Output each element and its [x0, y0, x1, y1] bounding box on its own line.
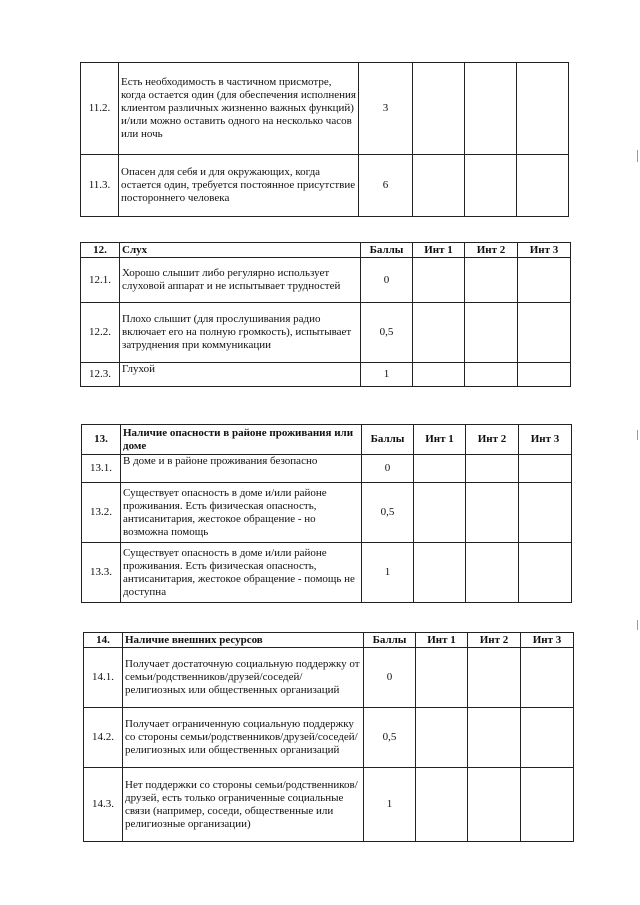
section-11-table	[80, 62, 569, 217]
row-points: 0	[364, 648, 416, 708]
table-header-row	[82, 425, 572, 455]
row-points: 0,5	[361, 303, 413, 363]
row-number: 13.1.	[82, 455, 121, 483]
scan-artifact	[637, 620, 638, 630]
row-number: 14.2.	[84, 708, 123, 768]
row-number: 14.1.	[84, 648, 123, 708]
int1-header: Инт 1	[416, 633, 468, 648]
int3-cell[interactable]	[517, 63, 569, 155]
row-points: 1	[364, 768, 416, 842]
row-description: Плохо слышит (для прослушивания радио включает его на полную громкость), испытывает затруднения при коммуникации	[120, 303, 361, 363]
int1-cell[interactable]	[413, 258, 465, 303]
int3-cell[interactable]	[518, 258, 571, 303]
row-number: 11.3.	[81, 155, 119, 217]
row-description: Существует опасность в доме и/или районе проживания. Есть физическая опасность, антисанитария, жестокое обращение - но возможна помощь	[121, 483, 362, 543]
section-title: Наличие внешних ресурсов	[123, 633, 364, 648]
table-header-row	[84, 633, 574, 648]
int3-cell[interactable]	[519, 483, 572, 543]
int1-cell[interactable]	[413, 363, 465, 387]
row-number: 13.3.	[82, 543, 121, 603]
points-header: Баллы	[364, 633, 416, 648]
section-14-table	[83, 632, 574, 842]
int3-cell[interactable]	[521, 768, 574, 842]
row-description: В доме и в районе проживания безопасно	[121, 455, 362, 483]
table-row	[82, 483, 572, 543]
row-description: Получает достаточную социальную поддержку от семьи/родственников/друзей/соседей/религиозных или общественных организаций	[123, 648, 364, 708]
int2-cell[interactable]	[465, 363, 518, 387]
row-points: 1	[362, 543, 414, 603]
table-row	[81, 63, 569, 155]
int2-cell[interactable]	[466, 455, 519, 483]
int3-cell[interactable]	[519, 543, 572, 603]
int2-header: Инт 2	[468, 633, 521, 648]
int2-cell[interactable]	[465, 63, 517, 155]
row-points: 0,5	[364, 708, 416, 768]
section-13-table	[81, 424, 572, 603]
int2-cell[interactable]	[465, 303, 518, 363]
row-description: Нет поддержки со стороны семьи/родственников/друзей, есть только ограниченные социальные связи (например, соседи, общественные или религиозные организации)	[123, 768, 364, 842]
int2-cell[interactable]	[465, 155, 517, 217]
row-description: Получает ограниченную социальную поддержку со стороны семьи/родственников/друзей/соседей/религиозных или общественных организаций	[123, 708, 364, 768]
int3-cell[interactable]	[521, 648, 574, 708]
section-title: Наличие опасности в районе проживания или доме	[121, 425, 362, 455]
row-description: Опасен для себя и для окружающих, когда остается один, требуется постоянное присутствие постороннего человека	[119, 155, 359, 217]
scan-artifact	[637, 430, 638, 440]
row-description: Существует опасность в доме и/или районе проживания. Есть физическая опасность, антисанитария, жестокое обращение - помощь не доступна	[121, 543, 362, 603]
int1-cell[interactable]	[414, 455, 466, 483]
row-number: 14.3.	[84, 768, 123, 842]
row-description: Есть необходимость в частичном присмотре, когда остается один (для обеспечения исполнения клиентом различных жизненно важных функций) и/или можно оставить одного на несколько часов или ночь	[119, 63, 359, 155]
row-number: 12.1.	[81, 258, 120, 303]
int3-cell[interactable]	[517, 155, 569, 217]
table-row	[81, 258, 571, 303]
row-points: 1	[361, 363, 413, 387]
int3-header: Инт 3	[521, 633, 574, 648]
int3-header: Инт 3	[518, 243, 571, 258]
int2-cell[interactable]	[468, 768, 521, 842]
section-number: 12.	[81, 243, 120, 258]
row-number: 13.2.	[82, 483, 121, 543]
table-header-row	[81, 243, 571, 258]
section-12-table	[80, 242, 571, 387]
int1-header: Инт 1	[414, 425, 466, 455]
int2-header: Инт 2	[465, 243, 518, 258]
int3-cell[interactable]	[521, 708, 574, 768]
int1-cell[interactable]	[416, 768, 468, 842]
row-description: Хорошо слышит либо регулярно использует слуховой аппарат и не испытывает трудностей	[120, 258, 361, 303]
section-number: 14.	[84, 633, 123, 648]
int2-header: Инт 2	[466, 425, 519, 455]
table-row	[84, 648, 574, 708]
row-points: 0	[362, 455, 414, 483]
table-row	[81, 303, 571, 363]
int1-cell[interactable]	[414, 483, 466, 543]
row-number: 12.2.	[81, 303, 120, 363]
int1-cell[interactable]	[413, 63, 465, 155]
table-row	[84, 768, 574, 842]
int1-cell[interactable]	[413, 155, 465, 217]
section-number: 13.	[82, 425, 121, 455]
points-header: Баллы	[361, 243, 413, 258]
row-points: 3	[359, 63, 413, 155]
scan-artifact	[637, 150, 638, 162]
int3-header: Инт 3	[519, 425, 572, 455]
row-description: Глухой	[120, 363, 361, 387]
section-title: Слух	[120, 243, 361, 258]
int3-cell[interactable]	[518, 303, 571, 363]
int3-cell[interactable]	[519, 455, 572, 483]
row-number: 12.3.	[81, 363, 120, 387]
row-points: 6	[359, 155, 413, 217]
int2-cell[interactable]	[466, 483, 519, 543]
int2-cell[interactable]	[465, 258, 518, 303]
row-number: 11.2.	[81, 63, 119, 155]
table-row	[82, 455, 572, 483]
table-row	[81, 363, 571, 387]
table-row	[81, 155, 569, 217]
table-row	[84, 708, 574, 768]
points-header: Баллы	[362, 425, 414, 455]
int1-cell[interactable]	[413, 303, 465, 363]
int2-cell[interactable]	[468, 648, 521, 708]
int2-cell[interactable]	[468, 708, 521, 768]
int1-cell[interactable]	[416, 708, 468, 768]
int3-cell[interactable]	[518, 363, 571, 387]
row-points: 0	[361, 258, 413, 303]
row-points: 0,5	[362, 483, 414, 543]
int1-header: Инт 1	[413, 243, 465, 258]
table-row	[82, 543, 572, 603]
int1-cell[interactable]	[414, 543, 466, 603]
int1-cell[interactable]	[416, 648, 468, 708]
int2-cell[interactable]	[466, 543, 519, 603]
